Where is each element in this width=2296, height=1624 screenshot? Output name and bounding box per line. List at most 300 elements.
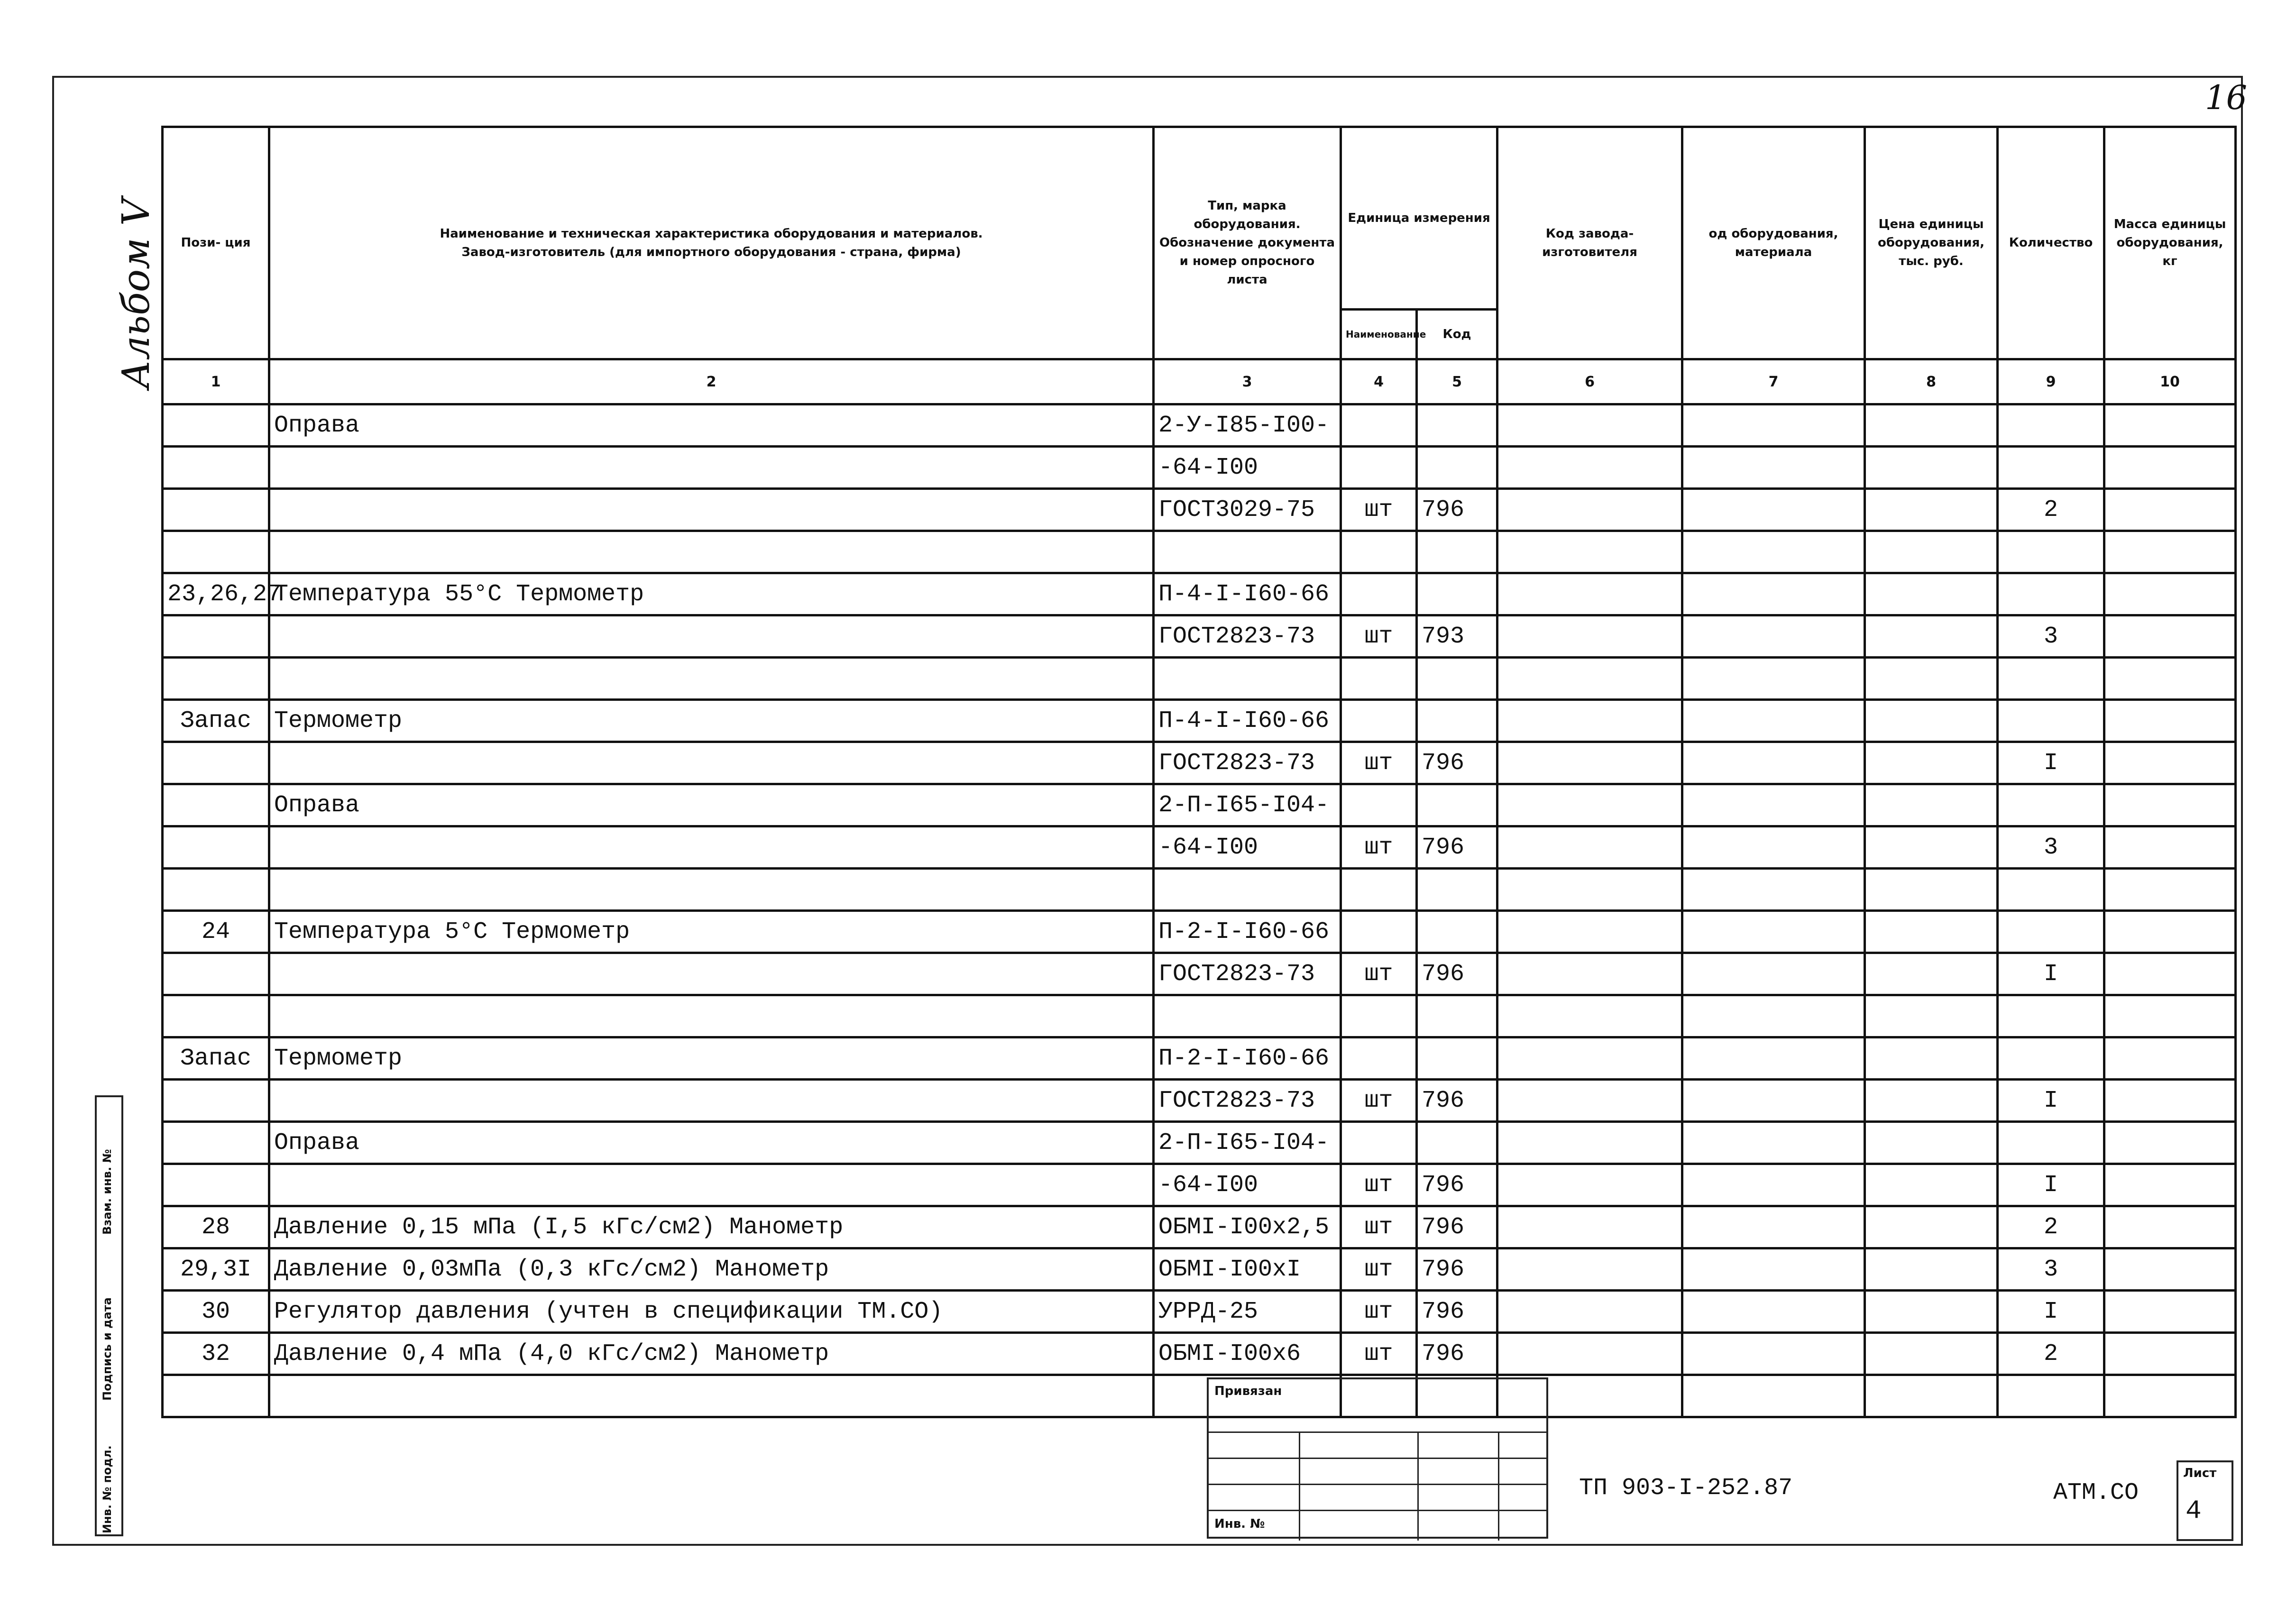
- row-equipment-code: [1682, 404, 1865, 447]
- row-equipment-code: [1682, 1375, 1865, 1417]
- header-position: Пози- ция: [163, 127, 269, 359]
- row-unit-code: 796: [1417, 1291, 1497, 1333]
- side-label-original-inv: Инв. № подл.: [101, 1445, 114, 1533]
- row-equipment-code: [1682, 953, 1865, 995]
- table-row: [163, 531, 2236, 573]
- row-equipment-code: [1682, 1122, 1865, 1164]
- row-factory-code: [1497, 404, 1682, 447]
- row-unit-code: [1417, 700, 1497, 742]
- row-price: [1865, 447, 1998, 489]
- row-equipment-code: [1682, 1291, 1865, 1333]
- row-name: [269, 995, 1154, 1037]
- row-position: Запас: [163, 1037, 269, 1080]
- row-unit: [1341, 784, 1417, 826]
- row-mass: [2104, 1375, 2236, 1417]
- row-price: [1865, 784, 1998, 826]
- row-unit-code: [1417, 1122, 1497, 1164]
- row-type: ОБМI-I00хI: [1154, 1248, 1341, 1291]
- row-name: [269, 1080, 1154, 1122]
- document-code: АТМ.СО: [2053, 1479, 2139, 1506]
- row-mass: [2104, 995, 2236, 1037]
- stamp-line: [1209, 1484, 1546, 1485]
- table-row: [163, 1080, 2236, 1122]
- row-quantity: [1998, 1037, 2104, 1080]
- row-quantity: [1998, 700, 2104, 742]
- col-number: 1: [163, 359, 269, 404]
- row-equipment-code: [1682, 700, 1865, 742]
- row-position: 30: [163, 1291, 269, 1333]
- row-unit: шт: [1341, 1291, 1417, 1333]
- row-unit: [1341, 404, 1417, 447]
- col-number: 2: [269, 359, 1154, 404]
- row-mass: [2104, 911, 2236, 953]
- row-mass: [2104, 1333, 2236, 1375]
- row-type: П-4-I-I60-66: [1154, 573, 1341, 615]
- row-factory-code: [1497, 911, 1682, 953]
- row-position: [163, 826, 269, 869]
- row-mass: [2104, 742, 2236, 784]
- col-number: 3: [1154, 359, 1341, 404]
- stamp-line: [1209, 1431, 1546, 1433]
- col-number: 4: [1341, 359, 1417, 404]
- header-quantity: Количество: [1998, 127, 2104, 359]
- row-mass: [2104, 573, 2236, 615]
- row-equipment-code: [1682, 869, 1865, 911]
- row-equipment-code: [1682, 995, 1865, 1037]
- row-factory-code: [1497, 742, 1682, 784]
- row-unit-code: [1417, 1037, 1497, 1080]
- row-position: Запас: [163, 700, 269, 742]
- table-row: [163, 615, 2236, 658]
- row-type: ОБМI-I00х6: [1154, 1333, 1341, 1375]
- row-factory-code: [1497, 995, 1682, 1037]
- row-type: ОБМI-I00х2,5: [1154, 1206, 1341, 1248]
- row-price: [1865, 869, 1998, 911]
- table-row: [163, 911, 2236, 953]
- row-name: [269, 658, 1154, 700]
- stamp-line: [1209, 1510, 1546, 1511]
- row-equipment-code: [1682, 1248, 1865, 1291]
- table-row: [163, 1206, 2236, 1248]
- row-mass: [2104, 700, 2236, 742]
- row-unit-code: [1417, 784, 1497, 826]
- row-quantity: I: [1998, 1291, 2104, 1333]
- row-factory-code: [1497, 1333, 1682, 1375]
- row-factory-code: [1497, 615, 1682, 658]
- row-name: [269, 489, 1154, 531]
- row-price: [1865, 1122, 1998, 1164]
- table-row: [163, 1037, 2236, 1080]
- row-type: ГОСТ2823-73: [1154, 953, 1341, 995]
- table-row: [163, 1248, 2236, 1291]
- row-name: Давление 0,03мПа (0,3 кГс/см2) Манометр: [269, 1248, 1154, 1291]
- row-name: Давление 0,4 мПа (4,0 кГс/см2) Манометр: [269, 1333, 1154, 1375]
- header-name-line1: Наименование и техническая характеристика оборудования и материалов.: [440, 226, 983, 241]
- row-unit-code: [1417, 573, 1497, 615]
- row-mass: [2104, 784, 2236, 826]
- row-unit-code: 796: [1417, 826, 1497, 869]
- row-name: Оправа: [269, 1122, 1154, 1164]
- binding-stamp: [1207, 1377, 1548, 1539]
- row-price: [1865, 615, 1998, 658]
- sheet-mark: 16: [2205, 78, 2248, 117]
- row-type: ГОСТ2823-73: [1154, 742, 1341, 784]
- row-unit: шт: [1341, 953, 1417, 995]
- header-equipment-code: од оборудования, материала: [1682, 127, 1865, 359]
- row-position: [163, 1375, 269, 1417]
- row-name: [269, 1164, 1154, 1206]
- sheet-number-box: [2177, 1460, 2233, 1541]
- row-unit-code: 796: [1417, 1164, 1497, 1206]
- row-type: П-2-I-I60-66: [1154, 1037, 1341, 1080]
- row-factory-code: [1497, 1037, 1682, 1080]
- table-row: [163, 447, 2236, 489]
- row-unit: шт: [1341, 1164, 1417, 1206]
- row-price: [1865, 1375, 1998, 1417]
- row-type: П-2-I-I60-66: [1154, 911, 1341, 953]
- row-quantity: [1998, 531, 2104, 573]
- header-name-line2: Завод-изготовитель (для импортного оборудования - страна, фирма): [461, 245, 961, 259]
- row-price: [1865, 742, 1998, 784]
- row-unit-code: 796: [1417, 1080, 1497, 1122]
- row-name: Оправа: [269, 404, 1154, 447]
- row-factory-code: [1497, 784, 1682, 826]
- row-type: -64-I00: [1154, 447, 1341, 489]
- row-price: [1865, 911, 1998, 953]
- row-name: [269, 447, 1154, 489]
- row-position: [163, 658, 269, 700]
- row-price: [1865, 1206, 1998, 1248]
- row-name: Температура 55°C Термометр: [269, 573, 1154, 615]
- row-unit: [1341, 658, 1417, 700]
- album-note: Альбом V: [114, 198, 158, 389]
- row-quantity: [1998, 404, 2104, 447]
- row-position: 32: [163, 1333, 269, 1375]
- row-unit: [1341, 700, 1417, 742]
- row-type: ГОСТ2823-73: [1154, 1080, 1341, 1122]
- row-factory-code: [1497, 869, 1682, 911]
- table-row: [163, 658, 2236, 700]
- row-name: Оправа: [269, 784, 1154, 826]
- stamp-bound-label: Привязан: [1214, 1384, 1282, 1398]
- row-equipment-code: [1682, 447, 1865, 489]
- row-position: [163, 447, 269, 489]
- row-price: [1865, 1333, 1998, 1375]
- row-price: [1865, 404, 1998, 447]
- row-unit-code: 796: [1417, 1206, 1497, 1248]
- row-mass: [2104, 447, 2236, 489]
- row-quantity: 3: [1998, 826, 2104, 869]
- row-unit: шт: [1341, 826, 1417, 869]
- row-equipment-code: [1682, 1080, 1865, 1122]
- row-position: 24: [163, 911, 269, 953]
- row-name: [269, 869, 1154, 911]
- row-equipment-code: [1682, 784, 1865, 826]
- row-factory-code: [1497, 1164, 1682, 1206]
- header-price: Цена единицы оборудования, тыс. руб.: [1865, 127, 1998, 359]
- row-name: [269, 531, 1154, 573]
- row-price: [1865, 1164, 1998, 1206]
- table-row: [163, 489, 2236, 531]
- row-mass: [2104, 1080, 2236, 1122]
- stamp-line: [1209, 1458, 1546, 1459]
- table-row: [163, 404, 2236, 447]
- row-quantity: I: [1998, 953, 2104, 995]
- row-factory-code: [1497, 826, 1682, 869]
- row-price: [1865, 953, 1998, 995]
- row-price: [1865, 1248, 1998, 1291]
- row-position: [163, 1164, 269, 1206]
- row-name: [269, 953, 1154, 995]
- row-factory-code: [1497, 700, 1682, 742]
- row-factory-code: [1497, 1122, 1682, 1164]
- table-row: [163, 1122, 2236, 1164]
- row-unit-code: 796: [1417, 1248, 1497, 1291]
- table-row: [163, 742, 2236, 784]
- row-name: [269, 826, 1154, 869]
- col-number: 5: [1417, 359, 1497, 404]
- row-position: [163, 531, 269, 573]
- row-unit: [1341, 869, 1417, 911]
- row-unit-code: [1417, 658, 1497, 700]
- row-unit: [1341, 447, 1417, 489]
- row-type: 2-У-I85-I00-: [1154, 404, 1341, 447]
- row-type: [1154, 995, 1341, 1037]
- row-unit: шт: [1341, 1080, 1417, 1122]
- row-unit: [1341, 1037, 1417, 1080]
- row-equipment-code: [1682, 1206, 1865, 1248]
- row-price: [1865, 1037, 1998, 1080]
- row-factory-code: [1497, 573, 1682, 615]
- side-label-replaced-inv: Взам. инв. №: [101, 1149, 114, 1235]
- row-factory-code: [1497, 531, 1682, 573]
- row-unit: шт: [1341, 615, 1417, 658]
- row-position: [163, 615, 269, 658]
- row-mass: [2104, 1248, 2236, 1291]
- row-equipment-code: [1682, 826, 1865, 869]
- row-quantity: I: [1998, 1080, 2104, 1122]
- row-unit: [1341, 531, 1417, 573]
- row-unit: шт: [1341, 1333, 1417, 1375]
- header-factory-code: Код завода-изготовителя: [1497, 127, 1682, 359]
- row-unit: шт: [1341, 742, 1417, 784]
- row-position: [163, 1122, 269, 1164]
- row-name: [269, 1375, 1154, 1417]
- row-unit-code: 793: [1417, 615, 1497, 658]
- row-unit: [1341, 911, 1417, 953]
- row-position: 23,26,27: [163, 573, 269, 615]
- row-unit: [1341, 1122, 1417, 1164]
- row-type: ГОСТ2823-73: [1154, 615, 1341, 658]
- row-position: 28: [163, 1206, 269, 1248]
- row-quantity: 3: [1998, 615, 2104, 658]
- row-mass: [2104, 404, 2236, 447]
- row-quantity: 2: [1998, 1206, 2104, 1248]
- col-number: 9: [1998, 359, 2104, 404]
- stamp-vline: [1498, 1431, 1499, 1541]
- row-equipment-code: [1682, 489, 1865, 531]
- side-label-signature-date: Подпись и дата: [101, 1297, 114, 1401]
- row-equipment-code: [1682, 1333, 1865, 1375]
- row-factory-code: [1497, 1291, 1682, 1333]
- row-quantity: [1998, 869, 2104, 911]
- row-mass: [2104, 1206, 2236, 1248]
- row-mass: [2104, 531, 2236, 573]
- row-name: [269, 742, 1154, 784]
- row-factory-code: [1497, 1248, 1682, 1291]
- row-name: Температура 5°C Термометр: [269, 911, 1154, 953]
- row-quantity: I: [1998, 742, 2104, 784]
- row-equipment-code: [1682, 531, 1865, 573]
- table-row: [163, 700, 2236, 742]
- row-position: [163, 784, 269, 826]
- table-row: [163, 826, 2236, 869]
- row-unit: [1341, 573, 1417, 615]
- row-equipment-code: [1682, 658, 1865, 700]
- row-mass: [2104, 1164, 2236, 1206]
- header-name: [269, 127, 1154, 359]
- row-quantity: [1998, 1375, 2104, 1417]
- row-type: [1154, 531, 1341, 573]
- row-quantity: [1998, 1122, 2104, 1164]
- row-factory-code: [1497, 1080, 1682, 1122]
- row-factory-code: [1497, 489, 1682, 531]
- header-unit: Единица измерения: [1341, 127, 1497, 310]
- row-price: [1865, 1291, 1998, 1333]
- col-number: 10: [2104, 359, 2236, 404]
- row-price: [1865, 489, 1998, 531]
- row-price: [1865, 531, 1998, 573]
- row-unit-code: [1417, 869, 1497, 911]
- row-unit-code: [1417, 531, 1497, 573]
- row-position: [163, 489, 269, 531]
- side-approval-strip: [95, 1095, 123, 1536]
- row-position: [163, 869, 269, 911]
- row-unit-code: 796: [1417, 489, 1497, 531]
- table-row: [163, 784, 2236, 826]
- table-row: [163, 995, 2236, 1037]
- row-quantity: 2: [1998, 489, 2104, 531]
- row-unit: шт: [1341, 489, 1417, 531]
- row-price: [1865, 1080, 1998, 1122]
- row-position: [163, 742, 269, 784]
- row-type: -64-I00: [1154, 1164, 1341, 1206]
- row-equipment-code: [1682, 573, 1865, 615]
- row-price: [1865, 658, 1998, 700]
- row-type: УРРД-25: [1154, 1291, 1341, 1333]
- stamp-vline: [1417, 1431, 1419, 1541]
- row-equipment-code: [1682, 911, 1865, 953]
- row-mass: [2104, 826, 2236, 869]
- header-unit-code: Код: [1417, 310, 1497, 359]
- table-row: [163, 1333, 2236, 1375]
- row-position: [163, 953, 269, 995]
- row-quantity: [1998, 995, 2104, 1037]
- row-price: [1865, 995, 1998, 1037]
- row-unit-code: 796: [1417, 1333, 1497, 1375]
- row-mass: [2104, 615, 2236, 658]
- header-unit-name: Наименование: [1341, 310, 1417, 359]
- row-equipment-code: [1682, 742, 1865, 784]
- sheet-label: Лист: [2183, 1466, 2217, 1480]
- row-quantity: 2: [1998, 1333, 2104, 1375]
- row-quantity: 3: [1998, 1248, 2104, 1291]
- row-name: Термометр: [269, 1037, 1154, 1080]
- project-code: ТП 903-I-252.87: [1579, 1475, 1793, 1502]
- row-quantity: [1998, 784, 2104, 826]
- stamp-vline: [1299, 1431, 1300, 1541]
- table-row: [163, 953, 2236, 995]
- row-unit: шт: [1341, 1206, 1417, 1248]
- row-unit-code: 796: [1417, 953, 1497, 995]
- col-number: 8: [1865, 359, 1998, 404]
- row-name: Термометр: [269, 700, 1154, 742]
- row-mass: [2104, 1291, 2236, 1333]
- row-unit-code: 796: [1417, 742, 1497, 784]
- row-name: Давление 0,15 мПа (I,5 кГс/см2) Манометр: [269, 1206, 1154, 1248]
- col-number: 7: [1682, 359, 1865, 404]
- row-factory-code: [1497, 447, 1682, 489]
- row-position: [163, 1080, 269, 1122]
- row-type: [1154, 869, 1341, 911]
- row-type: 2-П-I65-I04-: [1154, 1122, 1341, 1164]
- row-unit-code: [1417, 404, 1497, 447]
- row-equipment-code: [1682, 1164, 1865, 1206]
- row-price: [1865, 700, 1998, 742]
- row-unit-code: [1417, 911, 1497, 953]
- row-equipment-code: [1682, 1037, 1865, 1080]
- row-factory-code: [1497, 1206, 1682, 1248]
- header-type: Тип, марка оборудования. Обозначение документа и номер опросного листа: [1154, 127, 1341, 359]
- row-type: ГОСТ3029-75: [1154, 489, 1341, 531]
- row-unit-code: [1417, 447, 1497, 489]
- row-quantity: [1998, 911, 2104, 953]
- row-price: [1865, 826, 1998, 869]
- row-type: [1154, 658, 1341, 700]
- row-type: П-4-I-I60-66: [1154, 700, 1341, 742]
- row-factory-code: [1497, 953, 1682, 995]
- specification-table: [161, 126, 2237, 1418]
- row-position: [163, 404, 269, 447]
- row-quantity: [1998, 447, 2104, 489]
- row-mass: [2104, 658, 2236, 700]
- row-quantity: I: [1998, 1164, 2104, 1206]
- row-type: -64-I00: [1154, 826, 1341, 869]
- row-quantity: [1998, 658, 2104, 700]
- row-price: [1865, 573, 1998, 615]
- row-name: [269, 615, 1154, 658]
- row-mass: [2104, 489, 2236, 531]
- table-row: [163, 1291, 2236, 1333]
- specification-rows: [163, 404, 2236, 1417]
- row-mass: [2104, 1037, 2236, 1080]
- row-type: 2-П-I65-I04-: [1154, 784, 1341, 826]
- row-unit: шт: [1341, 1248, 1417, 1291]
- row-mass: [2104, 1122, 2236, 1164]
- col-number: 6: [1497, 359, 1682, 404]
- row-quantity: [1998, 573, 2104, 615]
- row-name: Регулятор давления (учтен в спецификации ТМ.СО): [269, 1291, 1154, 1333]
- table-row: [163, 573, 2236, 615]
- row-unit-code: [1417, 995, 1497, 1037]
- row-unit: [1341, 995, 1417, 1037]
- row-mass: [2104, 953, 2236, 995]
- header-mass: Масса единицы оборудования, кг: [2104, 127, 2236, 359]
- table-row: [163, 1164, 2236, 1206]
- table-row: [163, 1375, 2236, 1417]
- sheet-number: 4: [2186, 1496, 2202, 1526]
- stamp-inv-label: Инв. №: [1214, 1517, 1265, 1531]
